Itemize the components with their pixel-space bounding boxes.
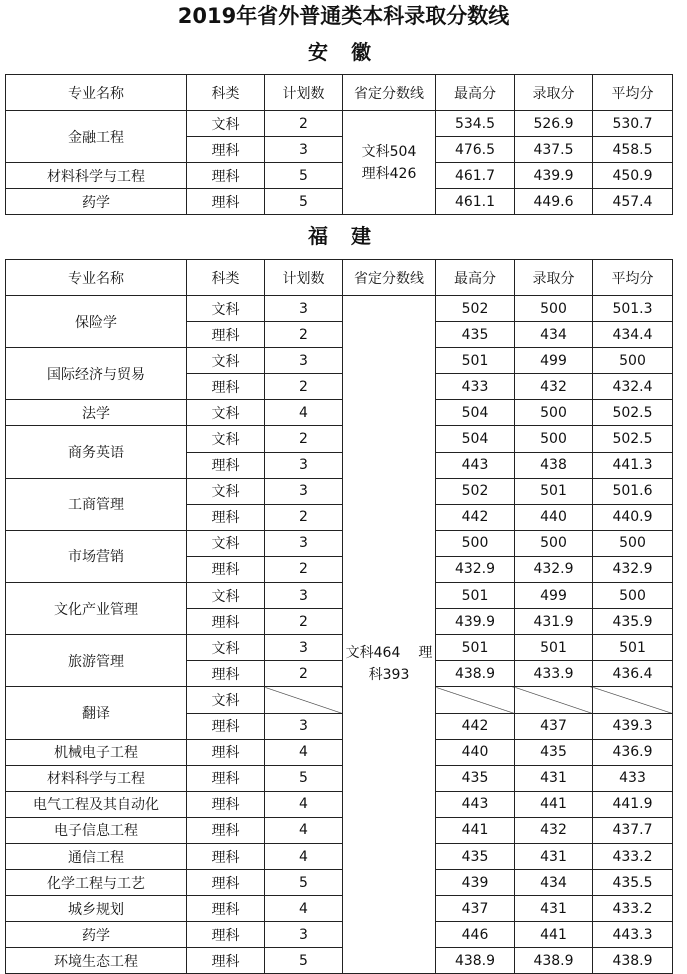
table-row [6, 111, 673, 137]
avg-score-cell: 443.3 [593, 922, 673, 948]
admit-score-cell: 432 [515, 374, 593, 400]
max-score-cell: 461.1 [436, 189, 515, 215]
plan-cell: 4 [265, 791, 343, 817]
category-cell: 理科 [187, 870, 265, 896]
header-row [6, 75, 673, 111]
avg-score-cell: 438.9 [593, 948, 673, 974]
admit-score-cell: 439.9 [515, 163, 593, 189]
category-cell: 理科 [187, 609, 265, 635]
avg-score-cell: 501.6 [593, 478, 673, 504]
max-score-cell: 501 [436, 635, 515, 661]
table-row [6, 817, 673, 843]
column-header: 最高分 [436, 75, 515, 111]
major-name-cell: 商务英语 [6, 426, 187, 478]
max-score-cell: 534.5 [436, 111, 515, 137]
admit-score-cell: 501 [515, 635, 593, 661]
avg-score-cell: 502.5 [593, 400, 673, 426]
column-header: 计划数 [265, 260, 343, 296]
column-header: 最高分 [436, 260, 515, 296]
avg-score-cell: 433.2 [593, 843, 673, 869]
plan-cell: 2 [265, 426, 343, 452]
category-cell: 文科 [187, 583, 265, 609]
plan-cell: 2 [265, 661, 343, 687]
admit-score-cell: 438 [515, 452, 593, 478]
category-cell: 理科 [187, 896, 265, 922]
avg-score-cell: 530.7 [593, 111, 673, 137]
baseline-text: 科393 [368, 666, 410, 683]
admit-score-cell: 526.9 [515, 111, 593, 137]
plan-cell: 3 [265, 530, 343, 556]
header-row [6, 260, 673, 296]
category-cell: 理科 [187, 504, 265, 530]
category-cell: 理科 [187, 817, 265, 843]
plan-cell: 3 [265, 348, 343, 374]
category-cell: 理科 [187, 322, 265, 348]
major-name-cell: 电气工程及其自动化 [6, 791, 187, 817]
admit-score-cell: 441 [515, 922, 593, 948]
avg-score-cell: 501 [593, 635, 673, 661]
avg-score-cell: 440.9 [593, 504, 673, 530]
plan-cell: 5 [265, 870, 343, 896]
table-row [6, 400, 673, 426]
avg-score-cell: 457.4 [593, 189, 673, 215]
admit-score-cell: 440 [515, 504, 593, 530]
avg-score-cell [593, 687, 673, 713]
plan-cell: 5 [265, 189, 343, 215]
plan-cell: 5 [265, 765, 343, 791]
max-score-cell: 501 [436, 583, 515, 609]
plan-cell: 2 [265, 111, 343, 137]
major-name-cell: 保险学 [6, 296, 187, 348]
table-row [6, 530, 673, 556]
avg-score-cell: 432.4 [593, 374, 673, 400]
major-name-cell: 材料科学与工程 [6, 765, 187, 791]
max-score-cell: 446 [436, 922, 515, 948]
max-score-cell: 439 [436, 870, 515, 896]
plan-cell: 4 [265, 739, 343, 765]
major-name-cell: 金融工程 [6, 111, 187, 163]
column-header: 科类 [187, 260, 265, 296]
table-row [6, 478, 673, 504]
admit-score-cell: 500 [515, 530, 593, 556]
table-row [6, 163, 673, 189]
major-name-cell: 旅游管理 [6, 635, 187, 687]
admit-score-cell: 437 [515, 713, 593, 739]
category-cell: 文科 [187, 348, 265, 374]
table-row [6, 896, 673, 922]
column-header: 专业名称 [6, 75, 187, 111]
major-name-cell: 市场营销 [6, 530, 187, 582]
category-cell: 文科 [187, 478, 265, 504]
major-name-cell: 工商管理 [6, 478, 187, 530]
category-cell: 理科 [187, 765, 265, 791]
category-cell: 理科 [187, 843, 265, 869]
max-score-cell: 442 [436, 504, 515, 530]
max-score-cell: 439.9 [436, 609, 515, 635]
avg-score-cell: 501.3 [593, 296, 673, 322]
baseline-text: 理 [418, 644, 433, 661]
table-row [6, 583, 673, 609]
avg-score-cell: 439.3 [593, 713, 673, 739]
baseline-text: 理科426 [361, 165, 417, 182]
category-cell: 文科 [187, 296, 265, 322]
column-header: 录取分 [515, 75, 593, 111]
admit-score-cell: 501 [515, 478, 593, 504]
column-header: 平均分 [593, 260, 673, 296]
plan-cell: 2 [265, 504, 343, 530]
table-row [6, 948, 673, 974]
category-cell: 文科 [187, 111, 265, 137]
table-row [6, 765, 673, 791]
admit-score-cell: 500 [515, 400, 593, 426]
admit-score-cell: 431.9 [515, 609, 593, 635]
plan-cell: 5 [265, 163, 343, 189]
max-score-cell: 443 [436, 452, 515, 478]
avg-score-cell: 437.7 [593, 817, 673, 843]
admit-score-cell: 432.9 [515, 556, 593, 582]
column-header: 平均分 [593, 75, 673, 111]
major-name-cell: 药学 [6, 922, 187, 948]
avg-score-cell: 458.5 [593, 137, 673, 163]
table-row [6, 843, 673, 869]
avg-score-cell: 436.4 [593, 661, 673, 687]
avg-score-cell: 450.9 [593, 163, 673, 189]
major-name-cell: 化学工程与工艺 [6, 870, 187, 896]
table-row [6, 687, 673, 713]
avg-score-cell: 500 [593, 348, 673, 374]
table-row [6, 635, 673, 661]
avg-score-cell: 433 [593, 765, 673, 791]
max-score-cell: 504 [436, 426, 515, 452]
avg-score-cell: 436.9 [593, 739, 673, 765]
max-score-cell: 461.7 [436, 163, 515, 189]
major-name-cell: 文化产业管理 [6, 583, 187, 635]
baseline-cell [343, 111, 436, 215]
category-cell: 理科 [187, 163, 265, 189]
admit-score-cell: 434 [515, 870, 593, 896]
max-score-cell: 502 [436, 296, 515, 322]
table-row [6, 426, 673, 452]
plan-cell: 4 [265, 896, 343, 922]
plan-cell: 4 [265, 400, 343, 426]
column-header: 专业名称 [6, 260, 187, 296]
table-row [6, 791, 673, 817]
max-score-cell: 442 [436, 713, 515, 739]
category-cell: 文科 [187, 635, 265, 661]
category-cell: 文科 [187, 426, 265, 452]
max-score-cell: 500 [436, 530, 515, 556]
category-cell: 理科 [187, 661, 265, 687]
plan-cell: 3 [265, 583, 343, 609]
major-name-cell: 城乡规划 [6, 896, 187, 922]
admit-score-cell: 438.9 [515, 948, 593, 974]
avg-score-cell: 441.9 [593, 791, 673, 817]
max-score-cell: 433 [436, 374, 515, 400]
plan-cell: 5 [265, 948, 343, 974]
plan-cell: 2 [265, 556, 343, 582]
max-score-cell: 501 [436, 348, 515, 374]
baseline-text: 文科464 [345, 644, 401, 661]
major-name-cell: 法学 [6, 400, 187, 426]
max-score-cell: 432.9 [436, 556, 515, 582]
avg-score-cell: 433.2 [593, 896, 673, 922]
major-name-cell: 材料科学与工程 [6, 163, 187, 189]
column-header: 录取分 [515, 260, 593, 296]
table-row [6, 739, 673, 765]
category-cell: 理科 [187, 948, 265, 974]
category-cell: 理科 [187, 713, 265, 739]
anhui-score-table [5, 74, 673, 215]
column-header: 省定分数线 [343, 75, 436, 111]
category-cell: 理科 [187, 189, 265, 215]
plan-cell: 3 [265, 478, 343, 504]
section-title-anhui: 安 徽 [308, 40, 379, 64]
section-title-fujian: 福 建 [308, 224, 379, 248]
column-header: 计划数 [265, 75, 343, 111]
max-score-cell [436, 687, 515, 713]
plan-cell: 4 [265, 843, 343, 869]
category-cell: 理科 [187, 137, 265, 163]
category-cell: 文科 [187, 400, 265, 426]
major-name-cell: 通信工程 [6, 843, 187, 869]
max-score-cell: 441 [436, 817, 515, 843]
table-row [6, 870, 673, 896]
admit-score-cell: 433.9 [515, 661, 593, 687]
table-row [6, 922, 673, 948]
admit-score-cell: 499 [515, 348, 593, 374]
major-name-cell: 国际经济与贸易 [6, 348, 187, 400]
avg-score-cell: 435.5 [593, 870, 673, 896]
avg-score-cell: 441.3 [593, 452, 673, 478]
admit-score-cell: 449.6 [515, 189, 593, 215]
major-name-cell: 药学 [6, 189, 187, 215]
avg-score-cell: 500 [593, 530, 673, 556]
max-score-cell: 437 [436, 896, 515, 922]
category-cell: 文科 [187, 530, 265, 556]
max-score-cell: 435 [436, 843, 515, 869]
plan-cell: 3 [265, 713, 343, 739]
max-score-cell: 440 [436, 739, 515, 765]
plan-cell: 3 [265, 635, 343, 661]
category-cell: 理科 [187, 374, 265, 400]
admit-score-cell: 432 [515, 817, 593, 843]
category-cell: 理科 [187, 922, 265, 948]
admit-score-cell: 437.5 [515, 137, 593, 163]
admit-score-cell [515, 687, 593, 713]
max-score-cell: 438.9 [436, 661, 515, 687]
avg-score-cell: 435.9 [593, 609, 673, 635]
category-cell: 理科 [187, 556, 265, 582]
max-score-cell: 435 [436, 322, 515, 348]
category-cell: 文科 [187, 687, 265, 713]
major-name-cell: 电子信息工程 [6, 817, 187, 843]
max-score-cell: 435 [436, 765, 515, 791]
avg-score-cell: 502.5 [593, 426, 673, 452]
column-header: 科类 [187, 75, 265, 111]
table-row [6, 189, 673, 215]
plan-cell: 2 [265, 609, 343, 635]
max-score-cell: 438.9 [436, 948, 515, 974]
major-name-cell: 翻译 [6, 687, 187, 739]
plan-cell: 3 [265, 922, 343, 948]
avg-score-cell: 434.4 [593, 322, 673, 348]
major-name-cell: 机械电子工程 [6, 739, 187, 765]
plan-cell: 2 [265, 322, 343, 348]
column-header: 省定分数线 [343, 260, 436, 296]
max-score-cell: 502 [436, 478, 515, 504]
page-title: 2019年省外普通类本科录取分数线 [177, 4, 510, 28]
baseline-cell [343, 296, 436, 974]
admit-score-cell: 500 [515, 426, 593, 452]
plan-cell: 2 [265, 374, 343, 400]
plan-cell: 4 [265, 817, 343, 843]
max-score-cell: 443 [436, 791, 515, 817]
admit-score-cell: 431 [515, 896, 593, 922]
admit-score-cell: 499 [515, 583, 593, 609]
table-row [6, 348, 673, 374]
plan-cell [265, 687, 343, 713]
admit-score-cell: 431 [515, 843, 593, 869]
plan-cell: 3 [265, 296, 343, 322]
major-name-cell: 环境生态工程 [6, 948, 187, 974]
admit-score-cell: 500 [515, 296, 593, 322]
admit-score-cell: 434 [515, 322, 593, 348]
category-cell: 理科 [187, 739, 265, 765]
baseline-text: 文科504 [361, 143, 417, 160]
table-row [6, 296, 673, 322]
admit-score-cell: 435 [515, 739, 593, 765]
avg-score-cell: 500 [593, 583, 673, 609]
plan-cell: 3 [265, 452, 343, 478]
category-cell: 理科 [187, 791, 265, 817]
admit-score-cell: 441 [515, 791, 593, 817]
category-cell: 理科 [187, 452, 265, 478]
fujian-score-table [5, 259, 673, 974]
avg-score-cell: 432.9 [593, 556, 673, 582]
max-score-cell: 504 [436, 400, 515, 426]
plan-cell: 3 [265, 137, 343, 163]
admit-score-cell: 431 [515, 765, 593, 791]
max-score-cell: 476.5 [436, 137, 515, 163]
